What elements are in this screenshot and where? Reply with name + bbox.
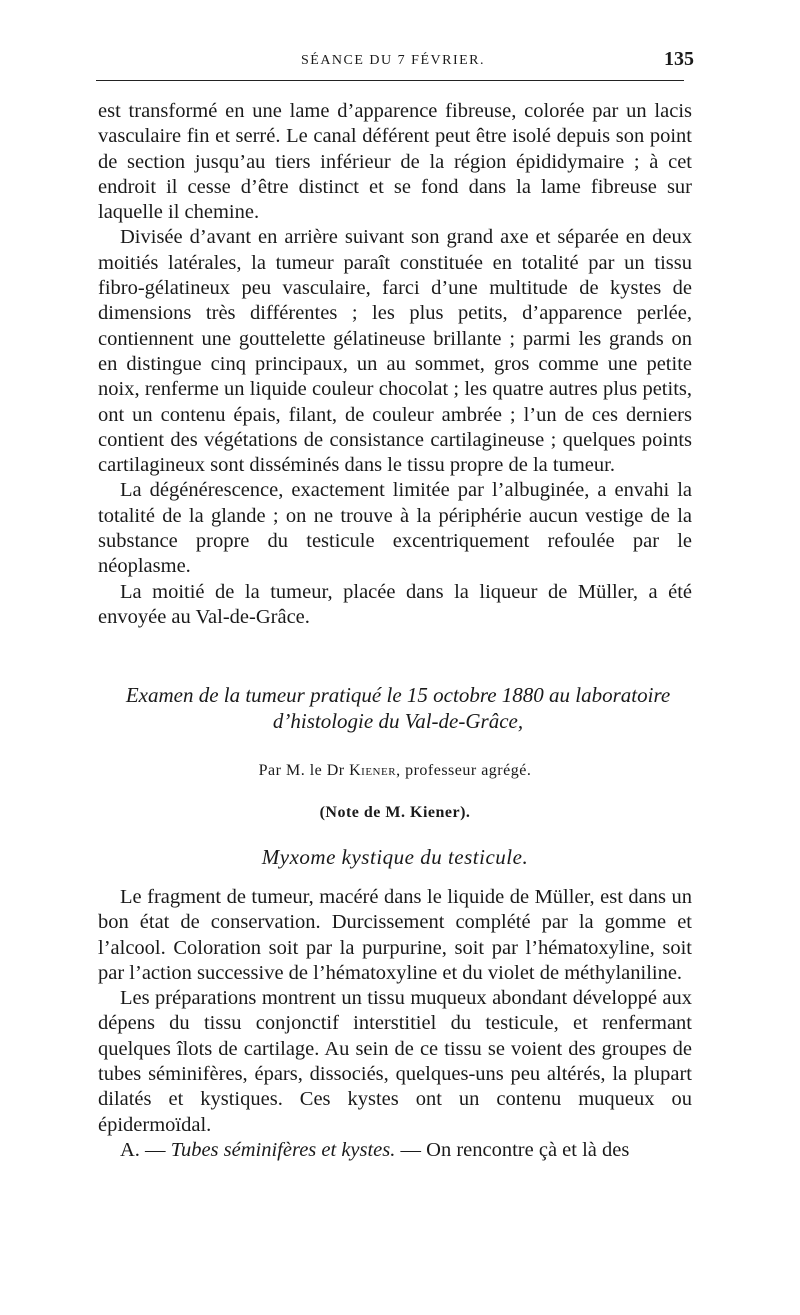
section-title <box>98 682 698 734</box>
section-subtitle: Myxome kystique du testicule. <box>261 845 529 869</box>
byline <box>98 762 692 780</box>
paragraph: La moitié de la tumeur, placée dans la liqueur de Müller, a été envoyée au Val-de-Grâce. <box>98 580 692 628</box>
running-title: SÉANCE DU 7 FÉVRIER. <box>300 53 485 68</box>
byline-suffix: , professeur agrégé. <box>396 762 532 779</box>
byline-prefix: Par M. le Dr <box>258 762 350 779</box>
page-number: 135 <box>664 48 694 70</box>
paragraph: Les préparations montrent un tissu muqueux abondant développé aux dépens du tissu conjonctif interstitiel du testicule, et renfermant quelques îlots de cartilage. Au sein de ce tissu se voient des groupes de tubes séminifères, épars, dissociés, quelques-uns peu altérés, la plupart dilatés et kystiques. Ces kystes ont un contenu muqueux ou épidermoïdal. <box>98 987 692 1136</box>
header-rule <box>96 80 684 81</box>
body-text-top <box>98 99 692 630</box>
paragraph: est transformé en une lame d’apparence fibreuse, colorée par un lacis vasculaire fin et serré. Le canal déférent peut être isolé depuis son point de section jusqu’au tiers inférieur de la région épididymaire ; à cet endroit il cesse d’être distinct et se fond dans la lame fibreuse sur laquelle il chemine. <box>98 100 692 224</box>
section-title-line-1: Examen de la tumeur pratiqué le 15 octobre 1880 au laboratoire <box>125 683 671 707</box>
body-text-bottom <box>98 885 692 1163</box>
item-label: A. — <box>120 1138 171 1161</box>
paragraph: La dégénérescence, exactement limitée par l’albuginée, a envahi la totalité de la glande ; on ne trouve à la périphérie aucun vestige de la substance propre du testicule excentriquement refoulée par le néoplasme. <box>98 479 692 578</box>
note-attribution: (Note de M. Kiener). <box>319 804 471 821</box>
item-heading: Tubes séminifères et kystes. <box>170 1138 396 1161</box>
paragraph: Le fragment de tumeur, macéré dans le liquide de Müller, est dans un bon état de conservation. Durcissement complété par la gomme et l’alcool. Coloration soit par la purpurine, soit par l’hématoxyline, soit par l’action successive de l’hématoxyline et du violet de méthylaniline. <box>98 886 692 984</box>
running-header <box>98 48 694 74</box>
section-title-line-2: d’histologie du Val-de-Grâce, <box>272 709 524 733</box>
paragraph-last-line <box>98 1138 692 1163</box>
item-text: — On rencontre çà et là des <box>395 1138 630 1161</box>
paragraph: Divisée d’avant en arrière suivant son grand axe et séparée en deux moitiés latérales, la tumeur paraît constituée en totalité par un tissu fibro-gélatineux peu vasculaire, farci d’une multitude de kystes de dimensions très différentes ; les plus petits, d’apparence perlée, contiennent une gouttelette gélatineuse brillante ; parmi les grands on en distingue cinq principaux, un au sommet, gros comme une petite noix, renferme un liquide couleur chocolat ; les quatre autres plus petits, ont un contenu épais, filant, de couleur ambrée ; l’un de ces derniers contient des végétations de consistance cartilagineuse ; quelques points cartilagineux sont disséminés dans le tissu propre de la tumeur. <box>98 226 692 477</box>
byline-name: Kiener <box>349 762 397 779</box>
